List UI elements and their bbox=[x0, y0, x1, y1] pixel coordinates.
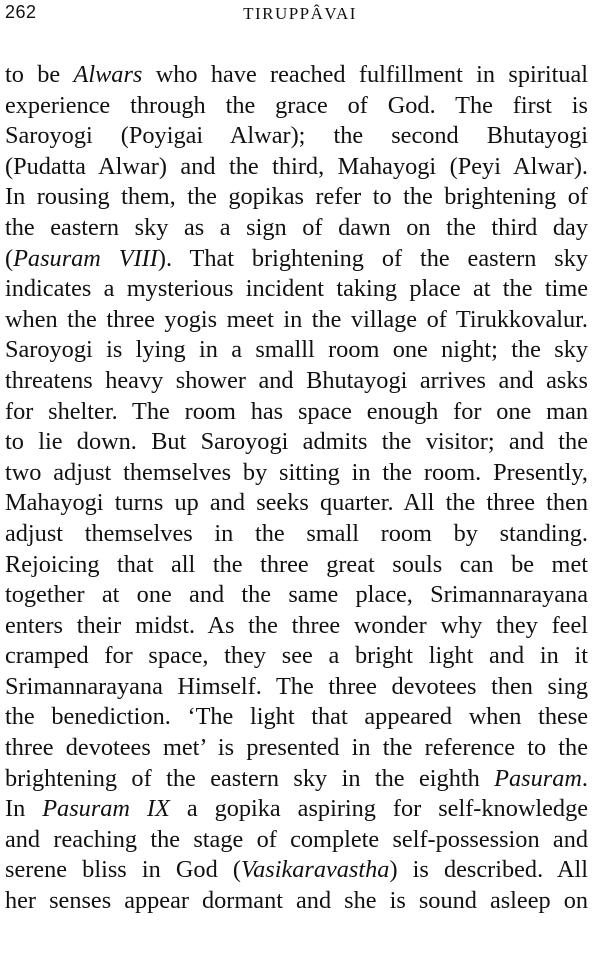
text-segment: Mahayogi turns up and seeks quarter. All the three then bbox=[5, 489, 588, 517]
italic-text: Pasuram IX bbox=[42, 795, 170, 823]
body-text bbox=[5, 60, 588, 917]
text-line bbox=[5, 519, 588, 550]
text-segment: the eastern sky as a sign of dawn on the third day bbox=[5, 213, 588, 241]
italic-text: Pasuram VIII bbox=[13, 244, 158, 272]
text-line bbox=[5, 702, 588, 733]
text-segment: In bbox=[5, 795, 43, 823]
text-segment: experience through the grace of God. The first is bbox=[5, 91, 588, 119]
text-segment: for shelter. The room has space enough for one man bbox=[5, 397, 588, 425]
text-segment: Saroyogi is lying in a smalll room one night; the sky bbox=[5, 336, 588, 364]
text-line bbox=[5, 274, 588, 305]
text-line bbox=[5, 825, 588, 856]
text-segment: to lie down. But Saroyogi admits the visitor; and the bbox=[5, 428, 588, 456]
text-line bbox=[5, 611, 588, 642]
text-line bbox=[5, 213, 588, 244]
text-line bbox=[5, 366, 588, 397]
text-segment: indicates a mysterious incident taking place at the time bbox=[5, 275, 588, 303]
text-line bbox=[5, 794, 588, 825]
text-segment: . bbox=[581, 764, 588, 792]
italic-text: Alwars bbox=[73, 61, 143, 88]
text-line bbox=[5, 91, 588, 122]
text-line bbox=[5, 641, 588, 672]
text-line bbox=[5, 335, 588, 366]
text-segment: the benediction. ‘The light that appeared when these bbox=[5, 703, 588, 731]
text-segment: adjust themselves in the small room by standing. bbox=[5, 519, 588, 547]
text-line bbox=[5, 855, 588, 886]
text-segment: together at one and the same place, Srimannarayana bbox=[5, 581, 588, 609]
text-line bbox=[5, 397, 588, 428]
text-segment: two adjust themselves by sitting in the room. Presently, bbox=[5, 458, 588, 486]
text-line bbox=[5, 182, 588, 213]
text-segment: brightening of the eastern sky in the eighth bbox=[5, 764, 495, 792]
text-line bbox=[5, 244, 588, 275]
text-segment: In rousing them, the gopikas refer to the brightening of bbox=[5, 183, 588, 211]
text-segment: when the three yogis meet in the village of Tirukkovalur. bbox=[5, 305, 588, 333]
text-segment: to be bbox=[5, 61, 74, 88]
text-segment: Rejoicing that all the three great souls can be met bbox=[5, 550, 588, 578]
text-segment: a gopika aspiring for self-knowledge bbox=[169, 795, 588, 823]
page-header bbox=[0, 0, 600, 30]
running-title: TIRUPPÂVAI bbox=[243, 4, 357, 23]
italic-text: Vasikaravastha bbox=[240, 856, 390, 884]
italic-text: Pasuram bbox=[494, 764, 582, 792]
text-line bbox=[5, 886, 588, 917]
text-segment: who have reached fulfillment in spiritual bbox=[142, 61, 589, 88]
text-line bbox=[5, 580, 588, 611]
text-line bbox=[5, 764, 588, 795]
text-line bbox=[5, 733, 588, 764]
text-line bbox=[5, 305, 588, 336]
text-segment: ( bbox=[5, 244, 14, 272]
text-line bbox=[5, 427, 588, 458]
text-segment: three devotees met’ is presented in the reference to the bbox=[5, 734, 588, 762]
text-line bbox=[5, 152, 588, 183]
text-segment: enters their midst. As the three wonder why they feel bbox=[5, 611, 588, 639]
text-segment: Saroyogi (Poyigai Alwar); the second Bhutayogi bbox=[5, 122, 588, 150]
text-segment: and reaching the stage of complete self-possession and bbox=[5, 825, 588, 853]
text-line bbox=[5, 550, 588, 581]
text-line bbox=[5, 458, 588, 489]
text-segment: (Pudatta Alwar) and the third, Mahayogi (Peyi Alwar). bbox=[5, 152, 588, 180]
text-line bbox=[5, 121, 588, 152]
text-segment: threatens heavy shower and Bhutayogi arrives and asks bbox=[5, 366, 588, 394]
text-segment: ). That brightening of the eastern sky bbox=[157, 244, 589, 272]
text-segment: serene bliss in God ( bbox=[5, 856, 241, 884]
text-segment: ) is described. All bbox=[389, 856, 588, 884]
text-segment: Srimannarayana Himself. The three devotees then sing bbox=[5, 672, 588, 700]
text-segment: cramped for space, they see a bright light and in it bbox=[5, 642, 588, 670]
text-line bbox=[5, 488, 588, 519]
text-line bbox=[5, 672, 588, 703]
text-line bbox=[5, 60, 588, 91]
page-number: 262 bbox=[5, 2, 37, 22]
text-segment: her senses appear dormant and she is sound asleep on bbox=[5, 887, 588, 915]
